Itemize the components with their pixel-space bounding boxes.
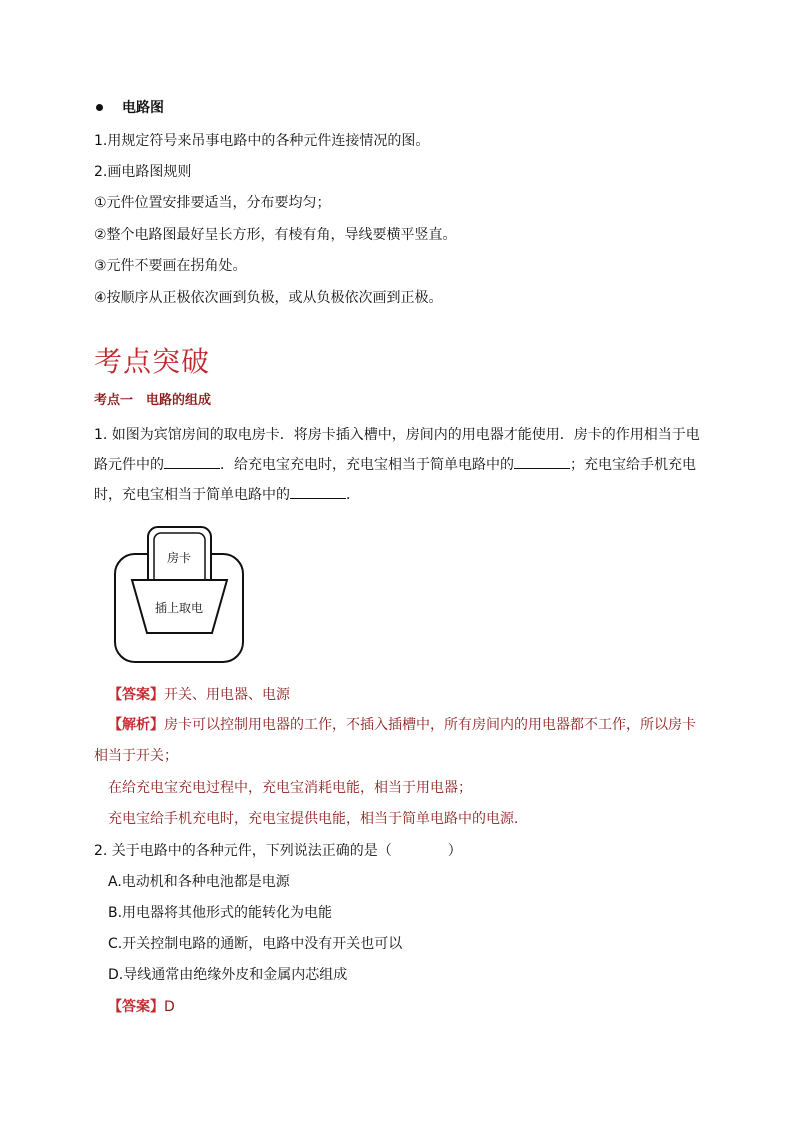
q1-analysis-1 [108, 716, 696, 734]
q1-line-2c: ；充电宝给手机充电 [570, 457, 696, 473]
q2-stem: 2. 关于电路中的各种元件，下列说法正确的是（ ） [94, 843, 462, 859]
intro-item-4: ②整个电路图最好呈长方形，有棱有角，导线要横平竖直。 [94, 227, 457, 243]
q2-answer [108, 998, 175, 1016]
q2-option-d: D.导线通常由绝缘外皮和金属内芯组成 [108, 967, 348, 983]
card-label: 房卡 [166, 551, 192, 565]
q1-answer [108, 686, 290, 704]
intro-item-6: ④按顺序从正极依次画到负极，或从负极依次画到正极。 [94, 290, 443, 306]
q2-option-c: C.开关控制电路的通断，电路中没有开关也可以 [108, 936, 403, 952]
intro-item-5: ③元件不要画在拐角处。 [94, 258, 247, 274]
q1-analysis-2: 相当于开关； [94, 748, 178, 764]
q1-line-2 [94, 456, 696, 474]
room-card-figure [112, 524, 246, 666]
section-title: 考点突破 [94, 345, 211, 378]
q1-line-2a: 路元件中的 [94, 457, 164, 473]
intro-heading: 电路图 [122, 100, 164, 116]
answer-tag: 【答案】 [108, 687, 164, 703]
answer-text: 开关、用电器、电源 [164, 687, 290, 703]
slot-label: 插上取电 [154, 601, 204, 615]
q1-line-2b: ．给充电宝充电时，充电宝相当于简单电路中的 [220, 457, 514, 473]
q1-line-3b: ． [346, 487, 360, 503]
q2-answer-tag: 【答案】 [108, 999, 164, 1015]
q1-line-1: 1. 如图为宾馆房间的取电房卡．将房卡插入槽中，房间内的用电器才能使用．房卡的作用相当于电 [94, 427, 700, 443]
subsection-title: 考点一 电路的组成 [94, 393, 212, 408]
q1-line-3a: 时，充电宝相当于简单电路中的 [94, 487, 290, 503]
q2-answer-text: D [164, 999, 175, 1015]
q1-blank-2 [514, 456, 570, 469]
q1-blank-1 [164, 456, 220, 469]
intro-item-1: 1.用规定符号来吊事电路中的各种元件连接情况的图。 [94, 133, 430, 149]
q2-option-a: A.电动机和各种电池都是电源 [108, 874, 290, 890]
intro-item-2: 2.画电路图规则 [94, 164, 192, 180]
intro-item-3: ①元件位置安排要适当，分布要均匀； [94, 195, 331, 211]
q2-option-b: B.用电器将其他形式的能转化为电能 [108, 905, 333, 921]
analysis-tag: 【解析】 [108, 717, 164, 733]
q1-analysis-4: 充电宝给手机充电时，充电宝提供电能，相当于简单电路中的电源． [108, 811, 528, 827]
analysis-text-1: 房卡可以控制用电器的工作，不插入插槽中，所有房间内的用电器都不工作，所以房卡 [164, 717, 696, 733]
bullet-icon [96, 104, 103, 111]
q1-blank-3 [290, 486, 346, 499]
q1-analysis-3: 在给充电宝充电过程中，充电宝消耗电能，相当于用电器； [108, 780, 472, 796]
q1-line-3 [94, 486, 360, 504]
